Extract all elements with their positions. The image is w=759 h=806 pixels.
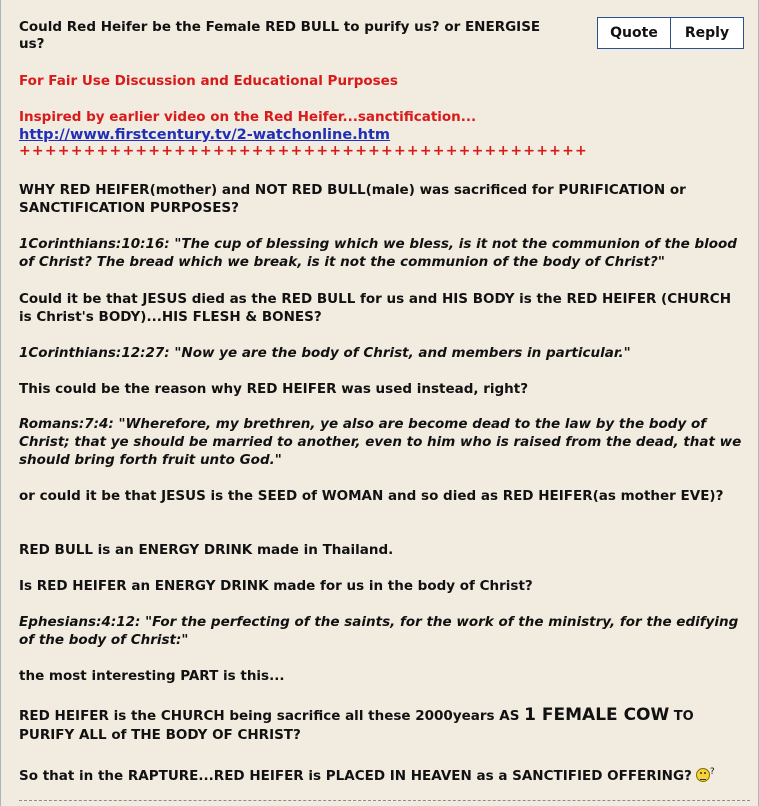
inspired-note: Inspired by earlier video on the Red Heifer...sanctification... xyxy=(19,109,477,125)
quote-button[interactable]: Quote xyxy=(598,18,670,48)
text-run: TO xyxy=(669,709,694,724)
paragraph: or could it be that JESUS is the SEED of WOMAN and so died as RED HEIFER(as mother EVE)? xyxy=(19,488,724,504)
smiley-question-mark: ? xyxy=(709,767,715,777)
scripture-quote: Ephesians:4:12: "For the perfecting of the saints, for the work of the ministry, for the edifying of the body of Christ:" xyxy=(19,614,739,648)
fair-use-note: For Fair Use Discussion and Educational Purposes xyxy=(19,73,398,89)
text-run: RED HEIFER is the CHURCH being sacrifice all these 2000years AS xyxy=(19,708,525,724)
separator-plus-line: ++++++++++++++++++++++++++++++++++++++++++++ xyxy=(19,143,588,159)
paragraph: This could be the reason why RED HEIFER was used instead, right? xyxy=(19,381,529,397)
paragraph: the most interesting PART is this... xyxy=(19,668,285,684)
scripture-quote: Romans:7:4: "Wherefore, my brethren, ye also are become dead to the law by the body of Christ; that ye should be married to another, even to him who is raised from the dead, that we should bring forth fruit unto God." xyxy=(19,416,742,468)
text-run: So that in the RAPTURE...RED HEIFER is PLACED IN HEAVEN as a SANCTIFIED OFFERING? xyxy=(19,768,692,784)
female-cow-emphasis: 1 FEMALE COW xyxy=(524,705,670,725)
paragraph: Could it be that JESUS died as the RED BULL for us and HIS BODY is the RED HEIFER (CHURCH is Christ's BODY)...HIS FLESH & BONES? xyxy=(19,291,731,325)
paragraph: Is RED HEIFER an ENERGY DRINK made for us in the body of Christ? xyxy=(19,578,533,594)
text-run: PURIFY ALL of THE BODY OF CHRIST? xyxy=(19,727,301,743)
post-title: Could Red Heifer be the Female RED BULL to purify us? or ENERGISE us? xyxy=(19,19,541,52)
confused-smiley-icon xyxy=(696,768,710,782)
paragraph: WHY RED HEIFER(mother) and NOT RED BULL(male) was sacrificed for PURIFICATION or SANCTIFICATION PURPOSES? xyxy=(19,182,686,216)
paragraph: RED BULL is an ENERGY DRINK made in Thailand. xyxy=(19,542,394,558)
paragraph xyxy=(19,763,743,785)
video-link[interactable]: http://www.firstcentury.tv/2-watchonline.htm xyxy=(19,127,391,143)
paragraph-highlight xyxy=(19,706,743,726)
forum-post xyxy=(19,0,743,784)
post-actions xyxy=(597,17,744,49)
post-header xyxy=(19,0,743,56)
reply-button[interactable]: Reply xyxy=(670,18,743,48)
scripture-quote: 1Corinthians:12:27: "Now ye are the body of Christ, and members in particular." xyxy=(19,345,631,361)
scripture-quote: 1Corinthians:10:16: "The cup of blessing which we bless, is it not the communion of the blood of Christ? The bread which we break, is it not the communion of the body of Christ?" xyxy=(19,236,737,270)
post-divider xyxy=(19,800,750,801)
